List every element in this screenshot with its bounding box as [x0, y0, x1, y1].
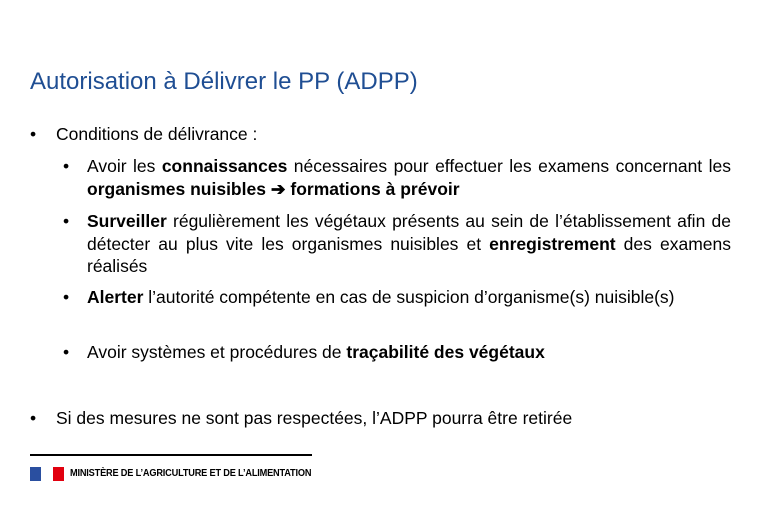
sub-bullet-surveiller [63, 210, 731, 278]
bullet-text: Conditions de délivrance : [56, 124, 258, 144]
text: des examens réalisés [87, 233, 731, 276]
text: Avoir systèmes et procédures de [87, 342, 347, 362]
ministry-name: MINISTÈRE DE L’AGRICULTURE ET DE L’ALIMENTATION [70, 468, 312, 479]
bold-text: Surveiller [87, 211, 167, 231]
text: l’autorité compétente en cas de suspicion d’organisme(s) nuisible(s) [143, 287, 675, 307]
bold-text: organismes nuisibles [87, 178, 266, 199]
bold-text: Alerter [87, 287, 144, 307]
bullet-marker: • [63, 287, 70, 307]
flag-blue-band [30, 467, 41, 481]
text: régulièrement les végétaux présents au sein de l’établissement afin de détecter au plus vite les organismes nuisibles et [87, 211, 731, 254]
flag-red-band [53, 467, 64, 481]
bold-text: traçabilité des végétaux [346, 342, 545, 362]
footer-divider [30, 454, 312, 456]
bullet-marker: • [63, 342, 70, 362]
bold-text: formations à prévoir [285, 178, 460, 199]
bold-text: enregistrement [489, 233, 616, 254]
bullet-text: Si des mesures ne sont pas respectées, l’ADPP pourra être retirée [56, 408, 573, 428]
flag-white-band [41, 467, 53, 481]
arrow-icon: ➔ [270, 178, 286, 199]
slide-title: Autorisation à Délivrer le PP (ADPP) [30, 68, 418, 95]
bullet-marker: • [30, 408, 37, 428]
sub-bullet-tracabilite [63, 341, 731, 364]
bold-text: connaissances [161, 156, 288, 176]
text: nécessaires pour effectuer les examens concernant les [287, 156, 731, 176]
republic-flag-logo [30, 467, 64, 481]
sub-bullet-alerter [63, 286, 731, 309]
bullet-marker: • [63, 211, 70, 231]
text: Avoir les [87, 156, 162, 176]
bullet-marker: • [63, 156, 70, 176]
sub-bullet-connaissances [63, 155, 731, 200]
bullet-marker: • [30, 124, 37, 144]
